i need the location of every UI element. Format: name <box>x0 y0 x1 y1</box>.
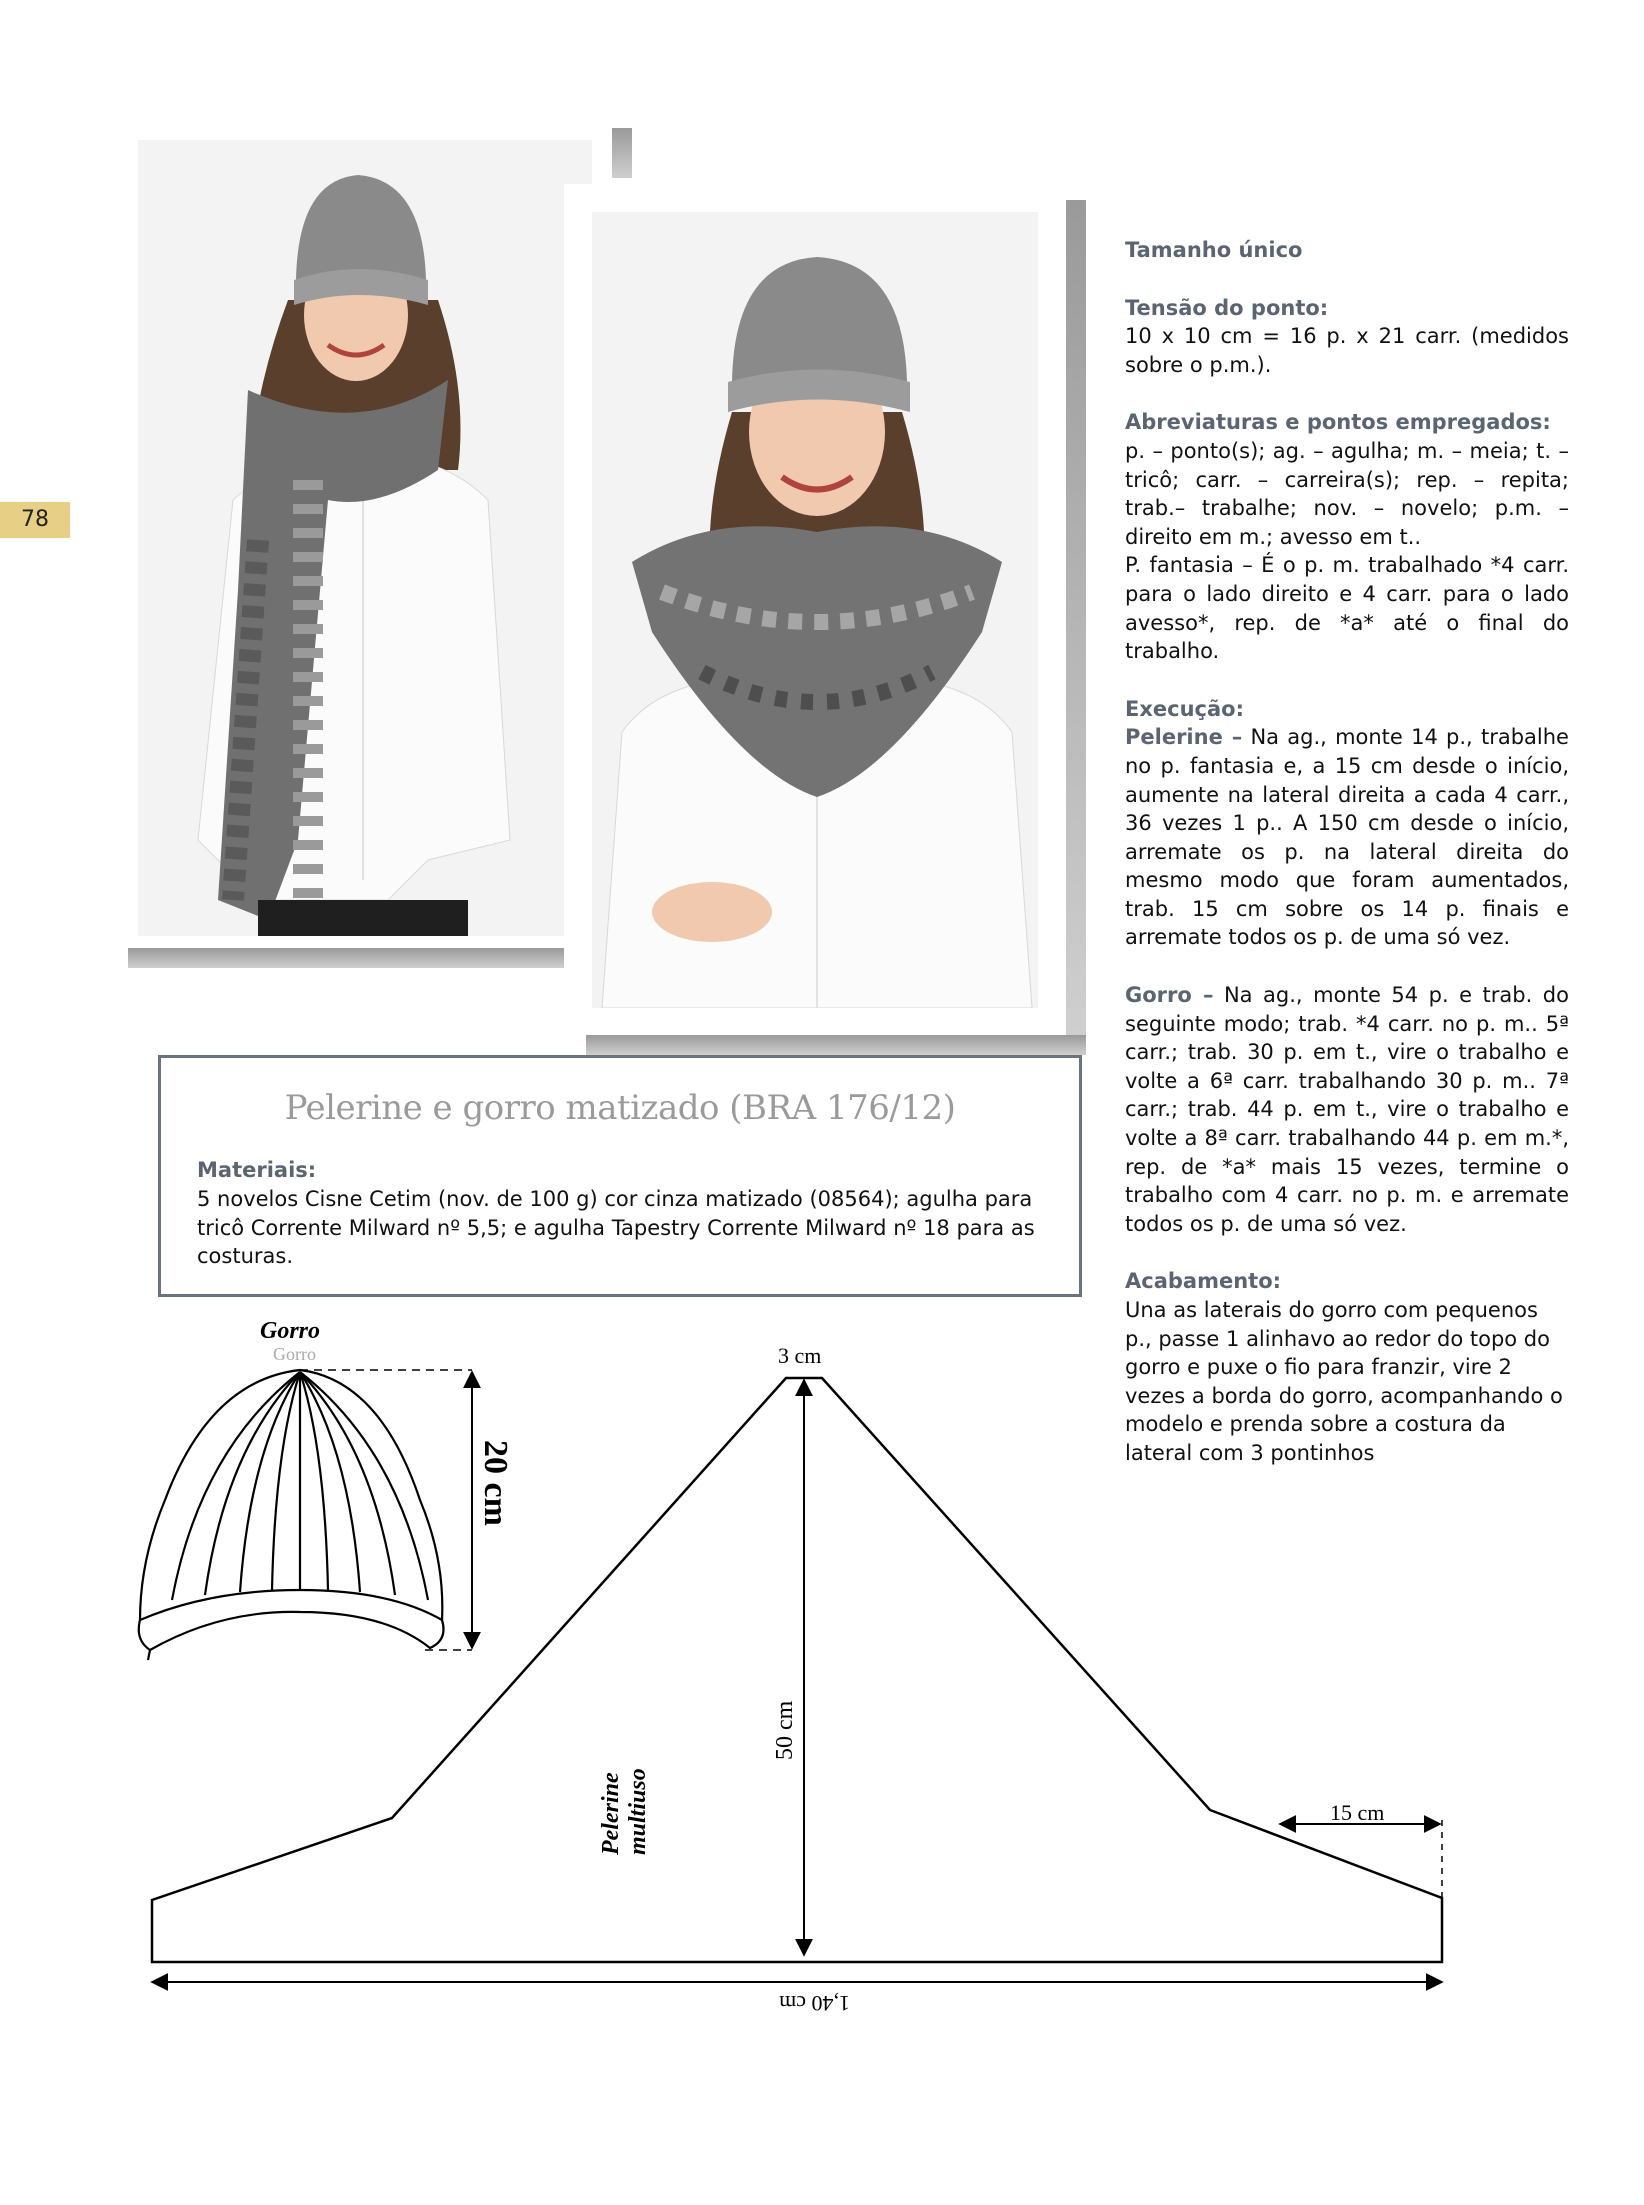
tension-heading: Tensão do ponto: <box>1125 295 1329 320</box>
gorro-height-label: 20 cm <box>477 1440 514 1526</box>
materials-text: 5 novelos Cisne Cetim (nov. de 100 g) cor cinza matizado (08564); agulha para tricô Corrente Milward nº 5,5; e agulha Tapestry Corrente Milward nº 18 para as costuras. <box>197 1187 1035 1269</box>
gorro-title: Gorro <box>260 1318 321 1344</box>
pelerine-text: Na ag., monte 14 p., trabalhe no p. fantasia e, a 15 cm desde o início, aumente na lateral direita a cada 4 carr., 36 vezes 1 p.. A 150 cm desde o início, arremate os p. na lateral direita do mesmo modo que foram aumentados, trab. 15 cm sobre os 14 p. finais e arremate todos os p. de uma só vez. <box>1125 725 1569 950</box>
gorro-label: Gorro – <box>1125 983 1214 1008</box>
fantasia-text: P. fantasia – É o p. m. trabalhado *4 carr. para o lado direito e 4 carr. para o lado avesso*, rep. de *a* até o final do trabalho. <box>1125 553 1569 664</box>
abbreviations-text: p. – ponto(s); ag. – agulha; m. – meia; t. – tricô; carr. – carreira(s); rep. – repita; trab.– trabalhe; nov. – novelo; p.m. – direito em m.; avesso em t.. <box>1125 438 1569 549</box>
abbreviations-heading: Abreviaturas e pontos empregados: <box>1125 410 1551 435</box>
finishing-heading: Acabamento: <box>1125 1269 1282 1294</box>
gorro-drawing <box>139 1370 444 1660</box>
page-number: 78 <box>0 502 70 538</box>
pelerine-label: Pelerine – <box>1125 725 1243 750</box>
pelerine-outline <box>152 1378 1442 1962</box>
gorro-subtitle: Gorro <box>273 1344 316 1364</box>
execution-heading: Execução: <box>1125 696 1244 721</box>
pelerine-label-line2: multiuso <box>625 1768 651 1855</box>
pattern-title: Pelerine e gorro matizado (BRA 176/12) <box>284 1088 956 1128</box>
tension-text: 10 x 10 cm = 16 p. x 21 carr. (medidos sobre o p.m.). <box>1125 324 1569 377</box>
finishing-text: Una as laterais do gorro com pequenos p., passe 1 alinhavo ao redor do topo do gorro e puxe o fio para franzir, vire 2 vezes a borda do gorro, acompanhando o modelo e prenda sobre a costura da lateral com 3 pontinhos <box>1125 1298 1563 1465</box>
pelerine-height-label: 50 cm <box>772 1700 798 1760</box>
side-width-label: 15 cm <box>1330 1800 1385 1825</box>
base-width-label: 1,40 cm <box>779 1991 850 2016</box>
top-width-label: 3 cm <box>778 1343 822 1368</box>
materials-heading: Materiais: <box>197 1158 317 1182</box>
pelerine-label-line1: Pelerine <box>598 1772 624 1855</box>
size-heading: Tamanho único <box>1125 238 1303 262</box>
gorro-text: Na ag., monte 54 p. e trab. do seguinte modo; trab. *4 carr. no p. m.. 5ª carr.; trab. 30 p. em t., vire o trabalho e volte a 6ª carr. trabalhando 30 p. m.. 7ª carr.; trab. 44 p. em t., vire o trabalho e volte a 8ª carr. trabalhando 44 p. em m.*, rep. de *a* mais 15 vezes, termine o trabalho com 4 carr. no p. m. e arremate todos os p. de uma só vez. <box>1125 983 1569 1236</box>
